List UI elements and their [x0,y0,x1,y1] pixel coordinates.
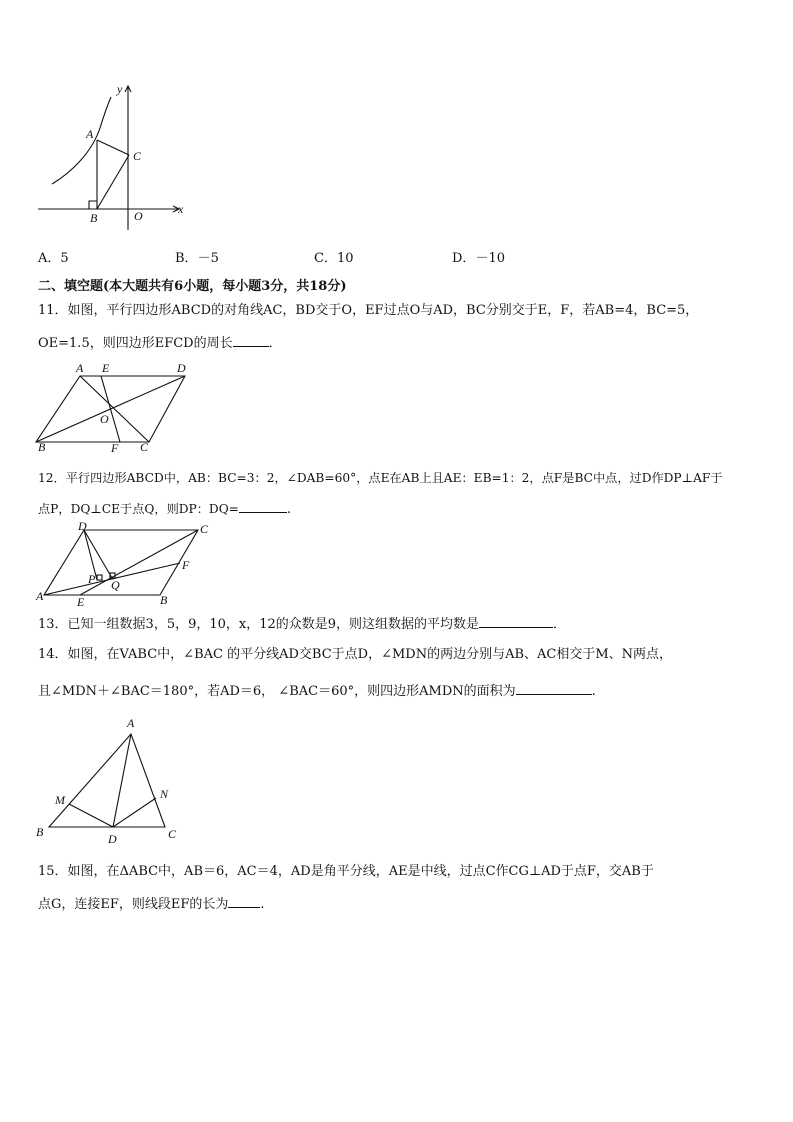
label-a: A [76,361,84,375]
q12-line1: 12．平行四边形ABCD中，AB：BC=3：2，∠DAB=60°，点E在AB上且AE：EB=1：2，点F是BC中点，过D作DP⊥AF于 [38,471,723,485]
q15-line2 [38,894,265,914]
q11-answer-blank[interactable] [233,333,269,347]
label-b: B [160,593,168,607]
label-c: C [168,827,177,841]
option-letter: A． [38,251,61,266]
label-f: F [111,441,119,455]
q10-option-a [38,250,69,268]
option-letter: C． [314,251,337,266]
q11-line1: 11．如图，平行四边形ABCD的对角线AC，BD交于O，EF过点O与AD，BC分别交于E，F，若AB=4，BC=5， [38,303,699,318]
option-letter: D． [452,251,476,266]
option-value: －5 [197,251,219,266]
right-angle-mark [89,201,97,209]
q10-diagram [38,82,184,230]
label-e: E [77,595,85,609]
option-value: 10 [336,251,354,266]
segment-ac [97,140,129,155]
q13-text: 13．已知一组数据3，5，9，10，x，12的众数是9，则这组数据的平均数是 [38,617,480,632]
label-b: B [90,211,98,225]
q15-end: . [260,897,265,912]
section-heading: 二、填空题(本大题共有6小题，每小题3分，共18分) [38,279,347,294]
label-c: C [200,522,209,536]
label-n: N [160,787,169,801]
right-angle-mark-p [97,575,102,580]
q12-line2 [38,499,291,519]
option-value: －10 [475,251,505,266]
label-d: D [78,519,87,533]
label-a: A [127,716,135,730]
label-b: B [36,825,44,839]
diagonal-ac [80,376,149,442]
q10-option-d [452,250,505,268]
option-letter: B． [175,251,198,266]
q15-line1: 15．如图，在ΔABC中，AB＝6，AC＝4，AD是角平分线，AE是中线，过点C作CG⊥AD于点F，交AB于 [38,864,654,879]
segment-dq [84,530,112,578]
q11-line2 [38,333,282,353]
label-d: D [108,832,117,846]
option-value: 5 [60,251,69,266]
q12-answer-blank[interactable] [239,499,287,513]
label-e: E [102,361,110,375]
q14-end: . [591,684,596,699]
q14-diagram [36,716,177,846]
label-a: A [86,127,94,141]
label-q: Q [111,578,120,592]
q15-text: 点G，连接EF，则线段EF的长为 [38,897,229,912]
segment-ef [101,376,120,442]
label-f: F [182,558,190,572]
q12-text: 点P，DQ⊥CE于点Q，则DP：DQ= [38,502,239,516]
q13-line [38,614,566,634]
segment-ec [80,530,198,595]
segment-dm [69,804,113,827]
label-c: C [140,440,149,454]
label-y: y [117,82,123,96]
q11-diagram [36,361,186,455]
q14-answer-blank[interactable] [516,681,592,695]
label-o: O [100,412,109,426]
q10-option-b [175,250,219,268]
parallelogram-abcd [44,530,198,595]
segment-bc [97,155,129,209]
label-b: B [38,440,46,454]
triangle-abc [49,734,165,827]
q11-text: OE=1.5，则四边形EFCD的周长 [38,336,233,351]
label-m: M [55,793,65,807]
label-p: P [88,572,96,586]
q14-line2 [38,681,596,701]
q11-end: ． [268,336,282,351]
label-o: O [134,209,143,223]
q14-line1: 14．如图，在VABC中，∠BAC 的平分线AD交BC于点D，∠MDN的两边分别与AB、AC相交于M、N两点， [38,647,673,662]
label-x: x [178,202,184,216]
label-a: A [36,589,44,603]
hyperbola-curve [52,97,111,184]
q12-diagram [35,519,209,609]
q14-text: 且∠MDN＋∠BAC＝180°，若AD＝6， ∠BAC＝60°，则四边形AMDN的面积为 [38,684,516,699]
q12-end: . [286,502,292,517]
segment-dn [113,798,156,827]
q10-option-c [314,250,354,268]
q13-answer-blank[interactable] [479,614,553,628]
q15-answer-blank[interactable] [228,894,260,908]
q13-end: ． [553,617,567,632]
label-c: C [133,149,142,163]
label-d: D [177,361,186,375]
segment-ad [113,734,131,827]
